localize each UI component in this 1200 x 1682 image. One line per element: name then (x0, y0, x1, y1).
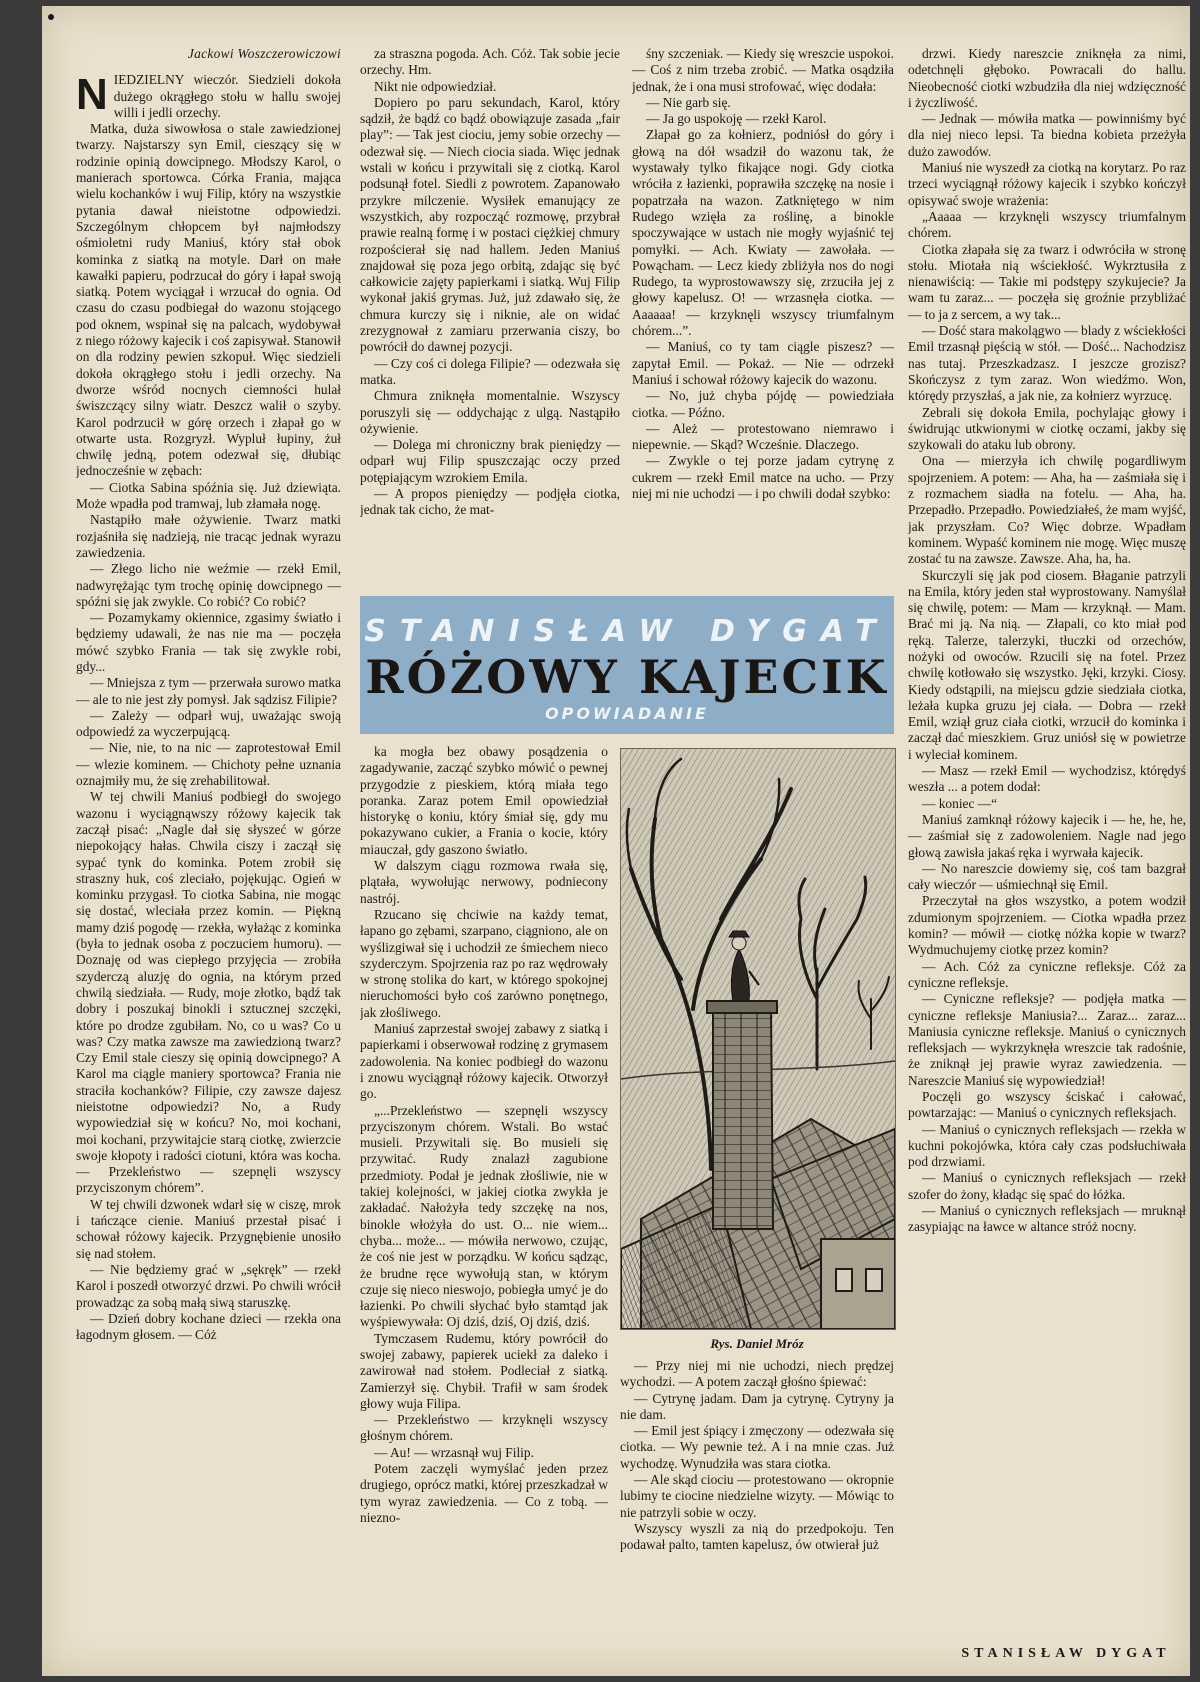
paragraph: Nastąpiło małe ożywienie. Twarz matki rozjaśniła się nadzieją, nie tracąc jednak wyrazu zawiedzenia. (76, 512, 341, 560)
paragraph: — Przekleństwo — krzyknęli wszyscy głośnym chórem. (360, 1412, 608, 1444)
paragraph: — Cytrynę jadam. Dam ja cytrynę. Cytryny ja nie dam. (620, 1390, 894, 1422)
paragraph: — Ale skąd ciociu — protestowano — okropnie lubimy te ciocine niedzielne wizyty. — Mówiąc to nie patrzyli sobie w oczy. (620, 1472, 894, 1520)
paragraph: — Przy niej mi nie uchodzi, niech prędzej wychodzi. — A potem zaczął głośno śpiewać: (620, 1358, 894, 1390)
paragraph: — No, już chyba pójdę — powiedziała ciotka. — Późno. (632, 388, 894, 420)
paragraph: Maniuś zamknął różowy kajecik i — he, he, he, — zaśmiał się z zadowoleniem. Nagle nad jego głową zawisła jakaś ręka i wyrwała kajecik. (908, 811, 1186, 860)
paragraph: za straszna pogoda. Ach. Cóż. Tak sobie jecie orzechy. Hm. (360, 46, 620, 78)
paragraph: Dopiero po paru sekundach, Karol, który sądził, że bądź co bądź obowiązuje zasada „fair play”: — Tak jest ciociu, jemy sobie orzechy — odezwał się. — Niech ciocia siada. Więc jednak wstali w końcu i przywitali się z ciotką. Karol podsunął fotel. Siedli z powrotem. Zapanowało przykre milczenie. Wysiłek emanujący ze wszystkich, aby rozpocząć rozmowę, przybrał prawie realną formę i w postaci ciężkiej chmury rozpościerał się nad hallem. Jeden Maniuś znajdował się poza jego orbitą, zdając się być całkowicie zajęty papierkami i siatką. Wuj Filip wykonał jakiś grymas. Już, już zdawało się, że chmura kurczy się i niknie, ale on widać zrezygnował z zamiaru przerwania ciszy, bo powrócił do dawnej pozycji. (360, 94, 620, 355)
paragraph: — Ciotka Sabina spóźnia się. Już dziewiąta. Może wpadła pod tramwaj, lub złamała nogę. (76, 479, 341, 512)
paragraph: — Dość stara makolągwo — blady z wściekłości Emil trzasnął pięścią w stół. — Dość... Nachodzisz nas tutaj. Przeszkadzasz. I jeszcze grozisz? Skończysz z tym zaraz. Won wiedźmo. Won, którędy przyszłaś, a jak nie, za kołnierz wyrzucę. (908, 323, 1186, 404)
paragraph: Maniuś zaprzestał swojej zabawy z siatką i papierkami i obserwował rodzinę z grymasem zadowolenia. Na koniec podbiegł do wazonu i znowu wyciągnął różowy kajecik. Otworzył go. (360, 1021, 608, 1102)
paragraph: — Ja go uspokoję — rzekł Karol. (646, 111, 827, 127)
story-title: RÓŻOWY KAJECIK (365, 650, 889, 704)
paragraph: — Czy coś ci dolega Filipie? — odezwała się matka. (360, 355, 620, 387)
paragraph: — Pozamykamy okiennice, zgasimy światło i będziemy udawali, że nas nie ma — poczęła mówć szybko Frania — tak się zwykle robi, gdy... (76, 610, 341, 674)
paragraph: Zebrali się dokoła Emila, pochylając głowy i świdrując utkwionymi w ciotkę oczami, jakby się szykowali do ataku lub obrony. (908, 404, 1186, 453)
paragraph: śny szczeniak. — Kiedy się wreszcie uspokoi. — Coś z nim trzeba zrobić. — Matka osądziła jednak, że i ona musi strofować, więc dodała: (632, 46, 894, 94)
paragraph: — Au! — wrzasnął wuj Filip. (374, 1444, 534, 1460)
paragraph: Chmura zniknęła momentalnie. Wszyscy poruszyli się — oddychając z ulgą. Nastąpiło ożywienie. (360, 388, 620, 436)
paragraph: Maniuś nie wyszedł za ciotką na korytarz. Po raz trzeci wyciągnął różowy kajecik i szybko kończył opisywać swoje wrażenia: (908, 160, 1186, 208)
paragraph: — Dzień dobry kochane dzieci — rzekła ona łagodnym głosem. — Cóż (76, 1310, 341, 1343)
paragraph: „Aaaaa — krzyknęli wszyscy triumfalnym chórem. (908, 208, 1186, 241)
paragraph: — Cyniczne refleksje? — podjęła matka — cyniczne refleksje Maniusia?... Zaraz... zaraz... Maniusia cyniczne refleksje. Maniuś o cynicznych refleksjach — wykrzyknęła wreszcie tak radośnie, że zniknął jej prawie wyraz zawiedzenia. — Nareszcie Maniuś się wypowiedział! (908, 991, 1186, 1088)
text-column-1 (76, 46, 341, 1671)
paragraph: — Ach. Cóż za cyniczne refleksje. Cóż za cyniczne refleksje. (908, 958, 1186, 990)
paragraph: Skurczyli się jak pod ciosem. Błaganie patrzyli na Emila, który jeden stał wyprostowany. Namyślał się chwilę, potem: — Mam — krzyknął. — Mam. Brać mi ją. Na nią. — Złapali, co kto miał pod ręką. Talerze, talerzyki, tłuczki od orzechów, nożyki od owoców. Rzucili się na fotel. Przez chwilę kotłowało się wszystko. Jęki, krzyki. Ciosy. Kiedy odstąpili, na miejscu gdzie siedziała ciotka, leżała kupka gruzu jej ciała. — Dobra — rzekł Emil, wziął gruz ciała ciotki, wrzucił do kominka i zaczął dać mieszkiem. Gruz uniósł się w powietrze i wyleciał kominem. (908, 567, 1186, 762)
paragraph: Tymczasem Rudemu, który powrócił do swojej zabawy, papierek uciekł za daleko i zawirował nad stołem. Podleciał z siatką. Zamierzył się. Chybił. Trafił w sam środek głowy wuja Filipa. (360, 1330, 608, 1411)
chimney-drawing (621, 749, 895, 1329)
paragraph: W tej chwili dzwonek wdarł się w ciszę, mrok i tańczące cienie. Maniuś przestał pisać i schował różowy kajecik. Przygnębienie unosiło się nad stołem. (76, 1196, 341, 1261)
story-subtitle: OPOWIADANIE (545, 704, 709, 723)
paragraph: Poczęli go wszyscy ściskać i całować, powtarzając: — Maniuś o cynicznych refleksjach. (908, 1089, 1186, 1121)
paragraph: — Maniuś o cynicznych refleksjach — rzekł szofer do żony, kładąc się spać do łóżka. (908, 1170, 1186, 1202)
paragraph: — Emil jest śpiący i zmęczony — odezwała się ciotka. — Wy pewnie też. A i na mnie czas. Już wychodzę. Wynudziła was stara ciotka. (620, 1423, 894, 1471)
paragraph: drzwi. Kiedy nareszcie zniknęła za nimi, odetchnęli głęboko. Powracali do hallu. Nieobecność ciotki wzbudziła dla niej wdzięczność i życzliwość. (908, 46, 1186, 110)
paragraph: Wszyscy wyszli za nią do przedpokoju. Ten podawał palto, tamten kapelusz, ów otwierał już (620, 1520, 894, 1553)
paragraph: — Zależy — odparł wuj, uważając swoją odpowiedź za wyczerpującą. (76, 707, 341, 740)
paragraph: — Jednak — mówiła matka — powinniśmy być dla niej nieco lepsi. Ta biedna kobieta przeżyła dużo zawodów. (908, 111, 1186, 159)
paragraph: — Złego licho nie weźmie — rzekł Emil, nadwyrężając tym trochę opinię dowcipnego — spóźni się jak zwykle. Co robić? Co robić? (76, 561, 341, 609)
magazine-page (42, 6, 1190, 1676)
text-column-4 (908, 46, 1186, 1644)
binding-hole (48, 14, 54, 20)
paragraph: W tej chwili Maniuś podbiegł do swojego wazonu i wyciągnąwszy różowy kajecik tak zaczął pisać: „Nagle dał się słyszeć w górze niepokojący hałas. Chwila ciszy i zaczął się sypać tynk do kominka. Potem zrobił się straszny huk, coś zleciało, pojękując. Ogień w kominku przygasł. To ciotka Sabina, nie mogąc się dostać, wleciała przez komin. — Piękną mamy dziś pogodę — rzekła, wyłażąc z kominka (była to jednak osoba z poczuciem humoru). — Doznaję od was ciepłego przyjęcia — zrobiła szyderczą aluzję do ognia, na którym przed chwilą siedziała. — Rudy, moje złotko, bądź tak dobry i poszukaj binokli i sztucznej szczęki, które po drodze zgubiłam. No, co u was? Co u was? Czy matka zawsze ma zawiedzioną twarz? Czy Emil stale cieszy się opinią dowcipnego? A Karol ma ciągle maniery sportowca? Frania nie straciła kochanków? Filipie, czy zawsze dajesz nieistotne odpowiedzi? No, a Rudy wypowiedział się w końcu? No, moi kochani, moi kochani, przywitajcie starą ciotkę, zwierzcie swoje kłopoty i radości ciotuni, która was kocha. — Przekleństwo — szepnęli wszyscy przyciszonym chórem”. (76, 789, 341, 1196)
paragraph: — Dolega mi chroniczny brak pieniędzy — odparł wuj Filip spuszczając oczy przed potępiającym wzrokiem Emila. (360, 437, 620, 485)
paragraph: Potem zaczęli wymyślać jeden przez drugiego, oprócz matki, której przeszkadzał w tym wyraz zawiedzenia. — Co z tobą. — niezno- (360, 1461, 608, 1525)
paragraph: Ciotka złapała się za twarz i odwróciła w stronę stołu. Miotała nią wściekłość. Wykrztusiła z nienawiścią: — Takie mi podstępy szykujecie? Ja wam tu zaraz... — poczęła się groźnie przybliżać — to ja z sercem, a wy tak... (908, 241, 1186, 322)
paragraph: — Mniejsza z tym — przerwała surowo matka — ale to nie jest zły pomysł. Jak sądzisz Filipie? (76, 675, 341, 707)
paragraph: Złapał go za kołnierz, podniósł do góry i głową na dół wsadził do wazonu tak, że wystawały tylko fikające nogi. Gdy ciotka wróciła z łazienki, poprawiła szczękę na nosie i popatrzała na wazon. Zatkniętego w nim Rudego wzięła za roślinę, a binokle spoczywające w ustach nie mogły wyjaśnić tej pomyłki. — Ach. Kwiaty — zawołała. — Powącham. — Lecz kiedy zbliżyła nos do nogi Rudego, ta wyprostowawszy się, zrzuciła jej z głowy kapelusz. O! — wrzasnęła ciotka. — Aaaaaa! — krzyknęli wszyscy triumfalnym chórem...”. (632, 127, 894, 339)
paragraph: ka mogła bez obawy posądzenia o zagadywanie, zacząć szybko mówić o pewnej przygodzie z pieskiem, którą miała tego poranka. Zaraz potem Emil opowiedział historykę o koniu, który śmiał się, gdy mu pokazywano cukier, a Frania o kocie, który miauczał, gdy gaszono światło. (360, 744, 608, 857)
paragraph: Matka, duża siwowłosa o stale zawiedzionej twarzy. Najstarszy syn Emil, cieszący się w rodzinie opinią dowcipnego. Młodszy Karol, o manierach sportowca. Córka Frania, mająca wielu kochanków i wuj Filip, który na wszystkie pytania dawał nieistotne odpowiedzi. Szczególnym chłopcem był najmłodszy ośmioletni rudy Maniuś, który stał obok kominka z siatką na motyle. Darł on małe kawałki papieru, podrzucał do góry i łapał swoją siatką. Potem wyciągał i wrzucał do ognia. Od czasu do czasu podbiegał do wazonu stojącego pod oknem, wspinał się na palcach, wydobywał z niego różowy kajecik i coś zapisywał. Stanowił on dla rodziny pewien szkopuł. Więc siedzieli dokoła okrągłego stołu i jedli orzechy. Na dworze wśród nocnych ciemności hulał świszczący silny wiatr. Deszcz walił o szyby. Karol podrzucił w górę orzech i złapał go w otwarte usta. Rozgryzł. Wypluł łupiny, żuł chwilę jedną, potem odezwał się, dłubiąc jednocześnie w zębach: (76, 121, 341, 479)
text-column-3-bottom (620, 1358, 894, 1674)
paragraph: — A propos pieniędzy — podjęła ciotka, jednak tak cicho, że mat- (360, 486, 620, 518)
story-illustration (620, 748, 896, 1330)
paragraph: — Nie garb się. (646, 94, 731, 110)
paragraph: — Ależ — protestowano niemrawo i niepewnie. — Skąd? Wcześnie. Dlaczego. (632, 420, 894, 453)
paragraph: — Masz — rzekł Emil — wychodzisz, którędyś weszła ... a potem dodał: (908, 763, 1186, 795)
text-column-2-bottom (360, 744, 608, 1674)
drop-cap: N (76, 70, 108, 120)
paragraph: W dalszym ciągu rozmowa rwała się, plątała, wywołując nerwowy, podniecony nastrój. (360, 858, 608, 906)
text-column-3-top (632, 46, 894, 591)
paragraph: — Maniuś o cynicznych refleksjach — mruknął zasypiając na ławce w altance stróż nocny. (908, 1203, 1186, 1235)
paragraph: — Nie, nie, to na nic — zaprotestował Emil — wlezie kominem. — Chichoty pełne uznania oznajmiły mu, że się zrehabilitował. (76, 740, 341, 789)
dedication: Jackowi Woszczerowiczowi (187, 46, 341, 61)
paragraph: „...Przekleństwo — szepnęli wszyscy przyciszonym chórem. Wstali. Bo wstać musieli. Przywitali się. Bo musieli się przywitać. Rudy znalazł zagubione przedmioty. Podał je jednak złośliwie, nie w takiej kolejności, w jakiej ciotka zwykła je zakładać. Nałożyła tedy szczękę na nos, binokle włożyła do ust. O... nie wiem... chyba... może... — mówiła nerwowo, czując, że coś nie jest w porządku. W końcu sądząc, że brudne ręce wywołują stan, w którym czuje się nieco nieswojo, pobiegła umyć je do łazienki. Po chwili słychać było stamtąd jak wyśpiewywała: Oj dziś, dziś, Oj dziś, dziś. (360, 1102, 608, 1330)
paragraph: — Maniuś, co ty tam ciągle piszesz? — zapytał Emil. — Pokaż. — Nie — odrzekł Maniuś i schował różowy kajecik do wazonu. (632, 339, 894, 387)
paragraph: Przeczytał na głos wszystko, a potem wodził zdumionym spojrzeniem. — Ciotka wpadła przez komin? — mówił — ciotkę nóżka kopie w twarz? Wydmuchujemy ciotkę przez komin? (908, 893, 1186, 958)
text-column-2-top (360, 46, 620, 591)
paragraph: Rzucano się chciwie na każdy temat, łapano go zębami, szarpano, ciągniono, ale on wyślizgiwał się i uchodził ze śmiechem nieco szyderczym. Spojrzenia raz po raz wędrowały w stronę stolika do kart, w którego spokojnej nieruchomości było coś zarówno ponętnego, jak złośliwego. (360, 906, 608, 1020)
paragraph: — koniec —“ (922, 795, 998, 811)
paragraph: — Zwykle o tej porze jadam cytrynę z cukrem — rzekł Emil matce na ucho. — Przy niej mi nie uchodzi — i po chwili dodał szybko: (632, 453, 894, 502)
title-author: STANISŁAW DYGAT (364, 614, 890, 649)
paragraph: Nikt nie odpowiedział. (374, 78, 497, 94)
paragraph: — No nareszcie dowiemy się, coś tam bazgrał cały wieczór — uśmiechnął się Emil. (908, 860, 1186, 893)
author-signature: STANISŁAW DYGAT (961, 1646, 1171, 1661)
paragraph: — Maniuś o cynicznych refleksjach — rzekła w kuchni pokojówka, która cały czas podsłuchiwała pod drzwiami. (908, 1121, 1186, 1170)
opening-paragraph (76, 72, 341, 121)
paragraph-text: IEDZIELNY wieczór. Siedzieli dokoła dużego okrągłego stołu w hallu swojej willi i jedli orzechy. (113, 72, 341, 120)
paragraph: — Nie będziemy grać w „sękręk” — rzekł Karol i poszedł otworzyć drzwi. Po chwili wrócił prowadząc za sobą małą siwą staruszkę. (76, 1261, 341, 1310)
paragraph: Ona — mierzyła ich chwilę pogardliwym spojrzeniem. A potem: — Aha, ha — zaśmiała się i z rozmachem siadła na fotelu. — Aha, ha. Przepadło. Przepadło. Powiedziałeś, że mam wyjść, jak przyszłam. Co? Więc dobrze. Wpadłam kominem. Wypaść kominem nie mogę. Więc muszę zostać tu na zawsze. Zawsze. Aha, ha, ha. (908, 453, 1186, 567)
illustration-caption: Rys. Daniel Mróz (710, 1336, 804, 1351)
title-banner (360, 596, 894, 734)
